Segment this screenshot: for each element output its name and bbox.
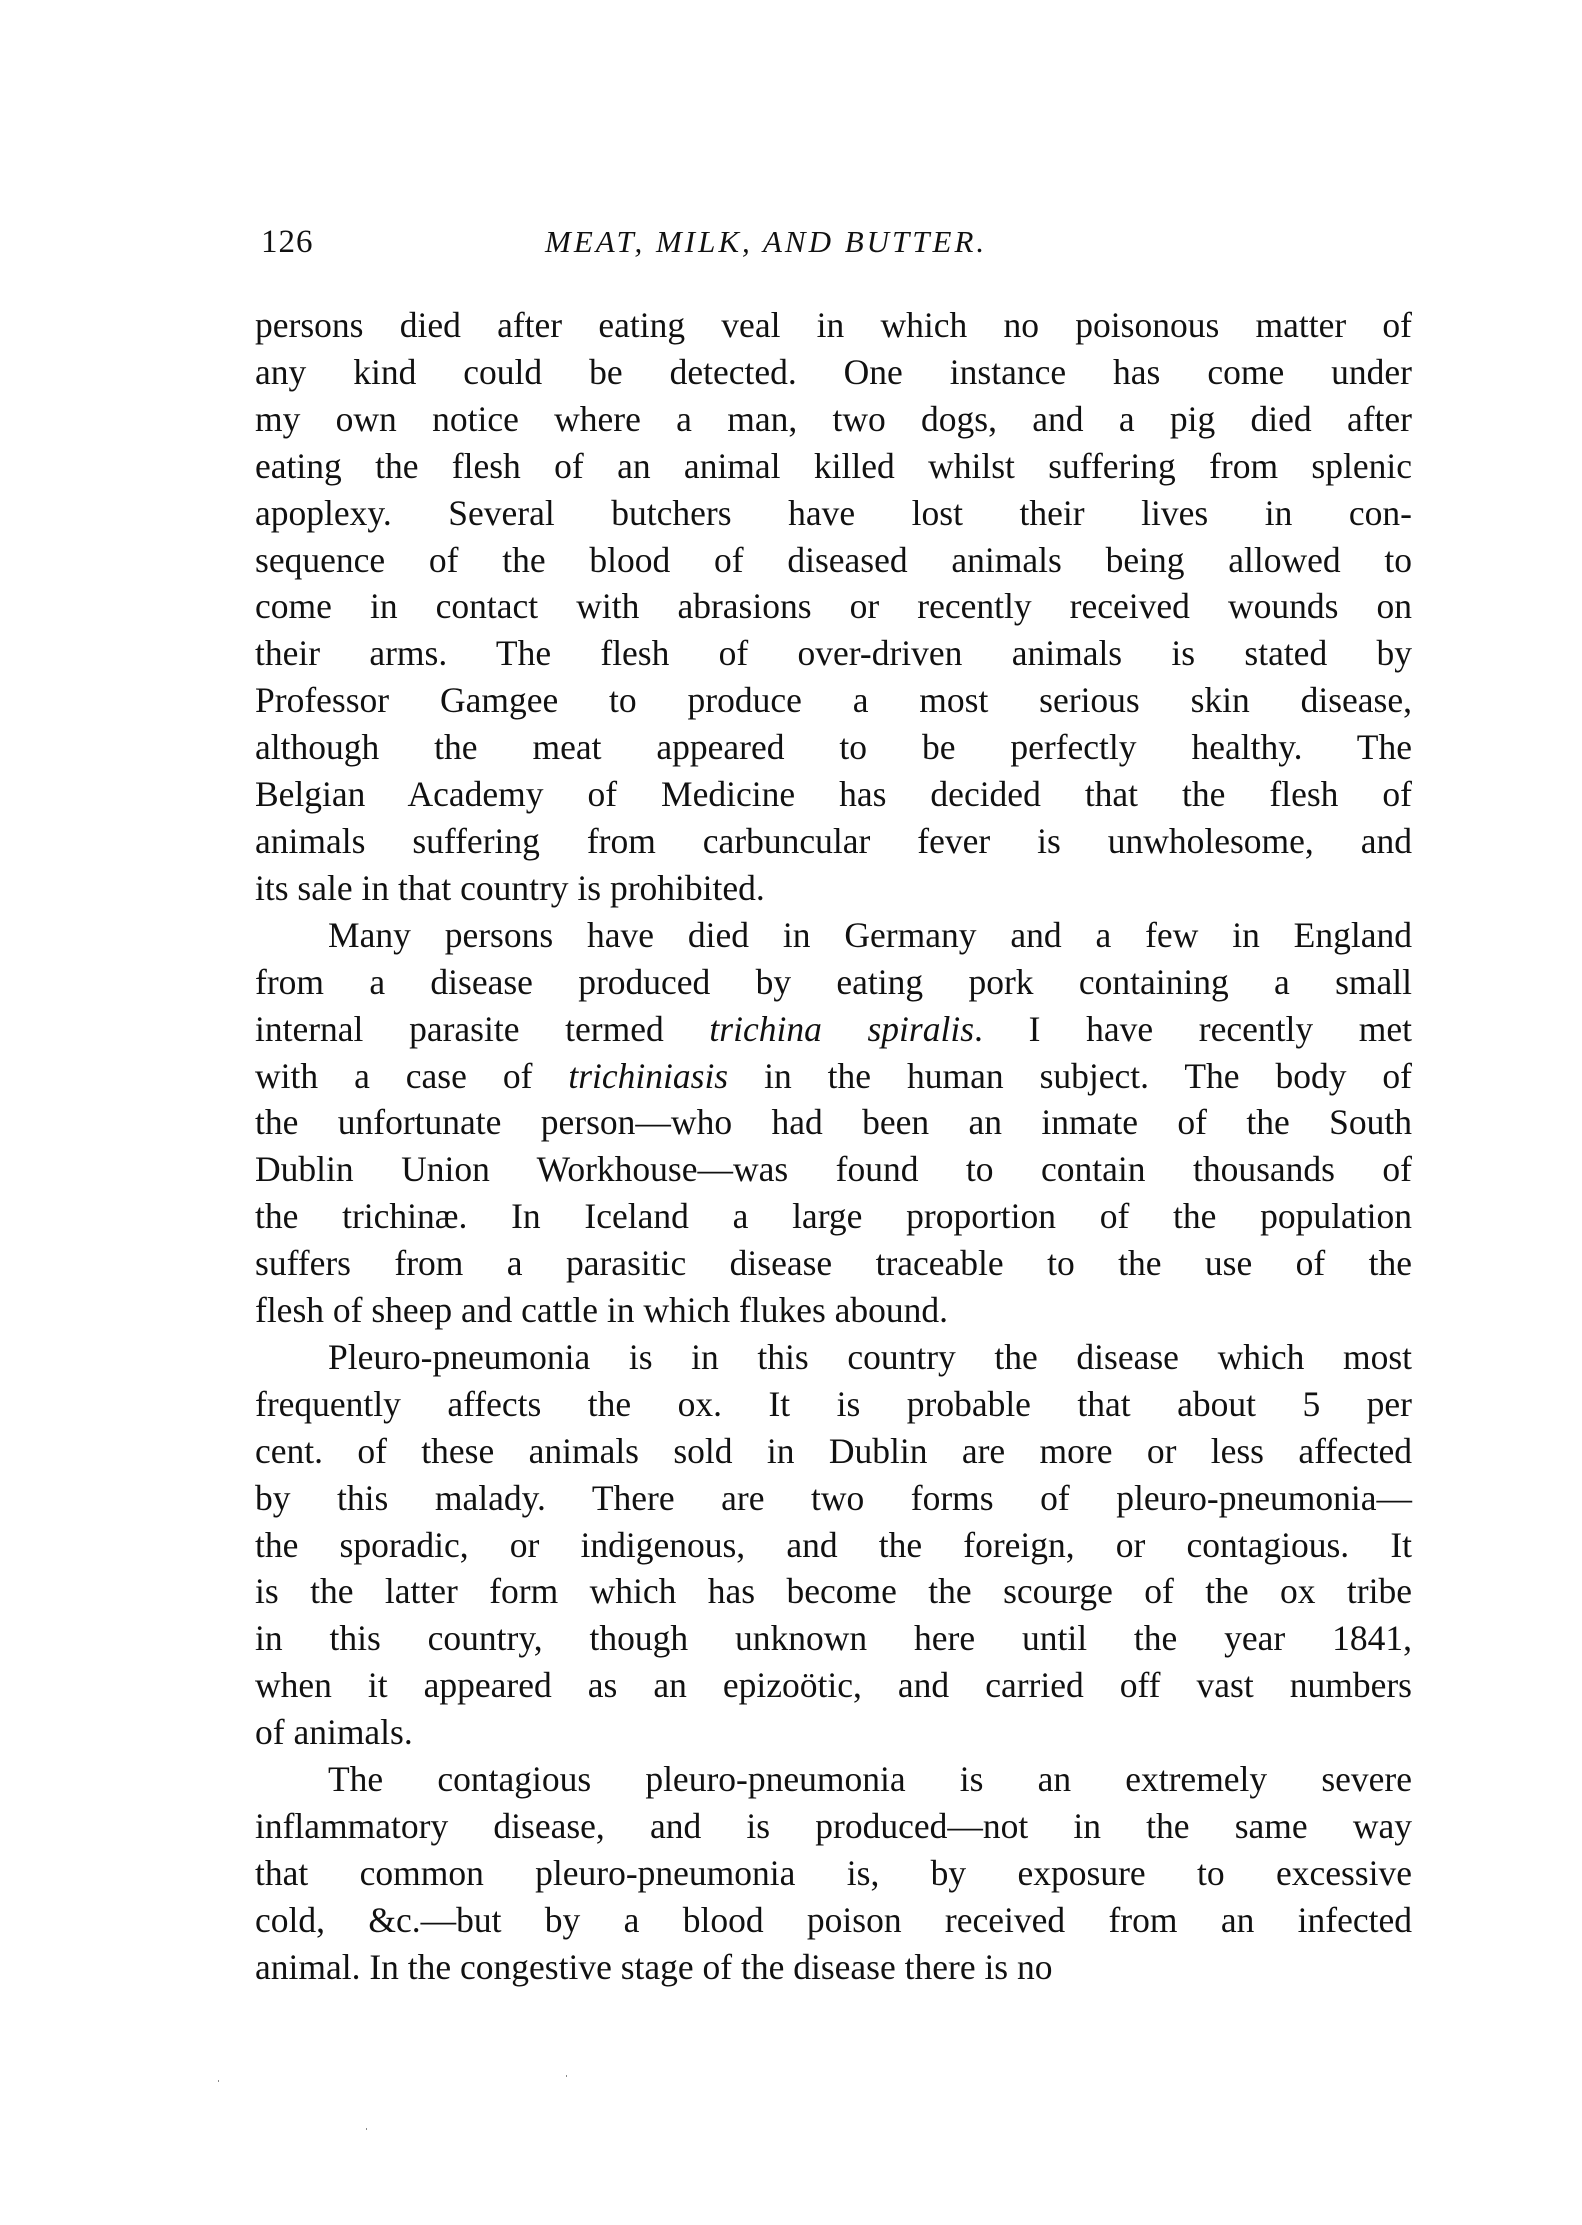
text-line: apoplexy. Several butchers have lost their lives in con- [255, 492, 1412, 533]
text-line: its sale in that country is prohibited. [255, 867, 765, 908]
italic-term: trichina spiralis [709, 1008, 975, 1049]
text-line: that common pleuro-pneumonia is, by exposure to excessive [255, 1852, 1412, 1893]
body-text [255, 302, 1412, 1991]
text-line: the trichinæ. In Iceland a large proportion of the population [255, 1196, 1412, 1237]
paragraph [255, 1334, 1412, 1756]
text-line: in this country, though unknown here until the year 1841, [255, 1618, 1412, 1659]
text-line: The contagious pleuro-pneumonia is an extremely severe [328, 1759, 1412, 1800]
scan-speck [566, 2075, 567, 2077]
text-line: from a disease produced by eating pork containing a small [255, 961, 1412, 1002]
text-line: internal parasite termed trichina spiralis. I have recently met [255, 1008, 1412, 1049]
paragraph [255, 912, 1412, 1334]
text-line: sequence of the blood of diseased animals being allowed to [255, 539, 1412, 580]
text-line: any kind could be detected. One instance has come under [255, 351, 1412, 392]
italic-term: trichiniasis [568, 1055, 729, 1096]
text-line: of animals. [255, 1712, 413, 1753]
text-line: my own notice where a man, two dogs, and a pig died after [255, 398, 1412, 439]
text-line: by this malady. There are two forms of pleuro-pneumonia— [255, 1477, 1412, 1518]
scan-speck [366, 2128, 367, 2130]
text-line: animals suffering from carbuncular fever is unwholesome, and [255, 820, 1412, 861]
text-line: Pleuro-pneumonia is in this country the disease which most [328, 1336, 1412, 1377]
text-line: when it appeared as an epizoötic, and carried off vast numbers [255, 1665, 1412, 1706]
running-title: MEAT, MILK, AND BUTTER. [545, 224, 988, 259]
scan-speck [218, 2080, 219, 2082]
text-line: the sporadic, or indigenous, and the foreign, or contagious. It [255, 1524, 1412, 1565]
text-line: their arms. The flesh of over-driven animals is stated by [255, 633, 1412, 674]
text-line: cent. of these animals sold in Dublin are more or less affected [255, 1430, 1412, 1471]
text-line: Professor Gamgee to produce a most serious skin disease, [255, 680, 1412, 721]
text-line: although the meat appeared to be perfectly healthy. The [255, 727, 1412, 768]
text-line: Dublin Union Workhouse—was found to contain thousands of [255, 1149, 1412, 1190]
paragraph [255, 1756, 1412, 1991]
text-line: is the latter form which has become the scourge of the ox tribe [255, 1571, 1412, 1612]
text-line: animal. In the congestive stage of the disease there is no [255, 1946, 1053, 1987]
paragraph [255, 302, 1412, 912]
text-line: flesh of sheep and cattle in which flukes abound. [255, 1290, 949, 1331]
text-line: the unfortunate person—who had been an inmate of the South [255, 1102, 1412, 1143]
text-line: inflammatory disease, and is produced—not in the same way [255, 1806, 1412, 1846]
text-line: come in contact with abrasions or recently received wounds on [255, 586, 1412, 627]
text-line: suffers from a parasitic disease traceable to the use of the [255, 1243, 1412, 1284]
page-number: 126 [261, 224, 314, 260]
text-line: persons died after eating veal in which no poisonous matter of [255, 305, 1412, 345]
text-line: eating the flesh of an animal killed whilst suffering from splenic [255, 445, 1412, 486]
text-line: cold, &c.—but by a blood poison received from an infected [255, 1899, 1412, 1940]
text-line: Many persons have died in Germany and a few in England [328, 914, 1412, 955]
text-line: frequently affects the ox. It is probable that about 5 per [255, 1383, 1412, 1424]
text-line: with a case of trichiniasis in the human subject. The body of [255, 1055, 1412, 1096]
text-line: Belgian Academy of Medicine has decided that the flesh of [255, 774, 1412, 815]
running-head [255, 222, 1410, 262]
